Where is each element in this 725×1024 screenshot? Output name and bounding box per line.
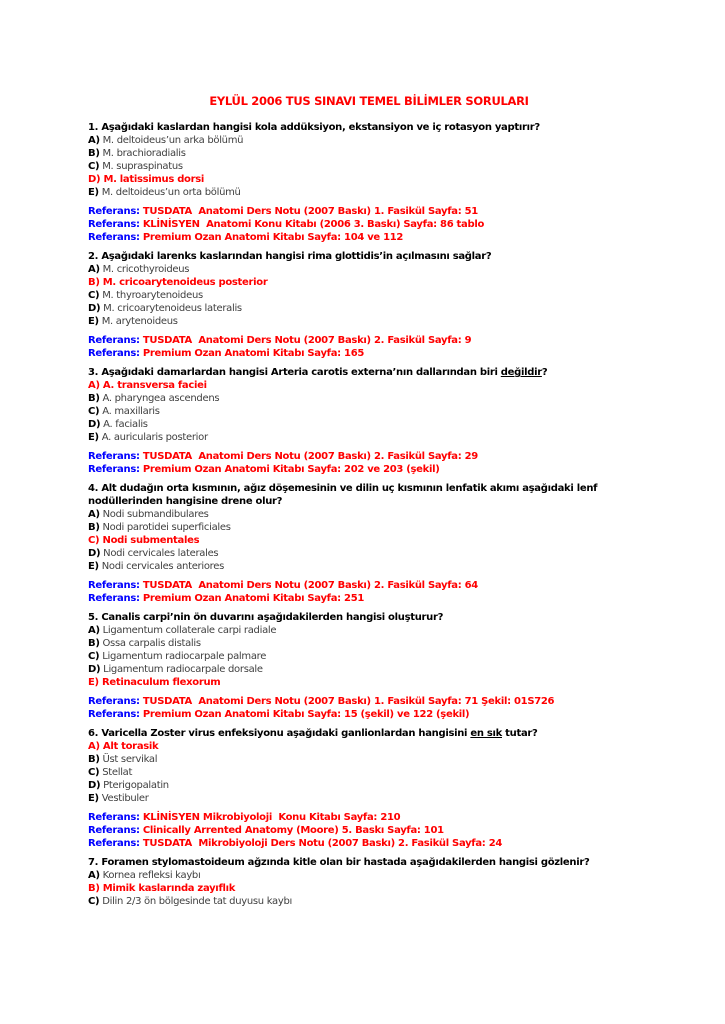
question-block [88,727,650,850]
answer-option [88,418,650,431]
option-letter: A) [88,509,100,520]
option-text: M. cricothyroideus [102,264,190,275]
referans-text: KLİNİSYEN Mikrobiyoloji Konu Kitabı Sayfa: 210 [142,812,401,823]
option-text: M. cricoarytenoideus posterior [102,277,268,288]
option-text: Stellat [102,767,133,778]
option-letter: C) [88,896,100,907]
option-letter: C) [88,535,100,546]
referans-list [88,450,650,476]
answer-option [88,186,650,199]
option-letter: A) [88,135,100,146]
option-letter: C) [88,161,100,172]
question-block [88,366,650,476]
referans-text: TUSDATA Anatomi Ders Notu (2007 Baskı) 2. Fasikül Sayfa: 9 [142,335,472,346]
question-block [88,482,650,605]
option-text: A. pharyngea ascendens [102,393,220,404]
referans-line [88,837,650,850]
option-letter: A) [88,870,100,881]
option-text: M. cricoarytenoideus lateralis [103,303,242,314]
answer-option-correct [88,676,650,689]
referans-label: Referans: [88,219,140,230]
options-list [88,263,650,328]
referans-text: Premium Ozan Anatomi Kitabı Sayfa: 165 [142,348,365,359]
option-text: M. deltoideus’un arka bölümü [102,135,244,146]
referans-label: Referans: [88,232,140,243]
option-text: M. latissimus dorsi [103,174,205,185]
options-list [88,508,650,573]
referans-line [88,205,650,218]
referans-line [88,218,650,231]
page-title: EYLÜL 2006 TUS SINAVI TEMEL BİLİMLER SORULARI [209,94,529,108]
answer-option [88,650,650,663]
option-letter: E) [88,793,99,804]
option-letter: B) [88,754,100,765]
option-text: Vestibuler [101,793,149,804]
option-letter: D) [88,780,101,791]
option-letter: A) [88,625,100,636]
questions-list [88,121,650,908]
option-text: Nodi parotidei superficiales [102,522,231,533]
option-letter: D) [88,419,101,430]
option-text: Üst servikal [102,754,158,765]
referans-text: Premium Ozan Anatomi Kitabı Sayfa: 251 [142,593,365,604]
answer-option [88,315,650,328]
option-text: Nodi cervicales anteriores [101,561,225,572]
referans-label: Referans: [88,335,140,346]
referans-label: Referans: [88,580,140,591]
referans-text: TUSDATA Anatomi Ders Notu (2007 Baskı) 1. Fasikül Sayfa: 51 [142,206,478,217]
referans-line [88,824,650,837]
referans-line [88,695,650,708]
question-block [88,121,650,244]
question-block [88,611,650,721]
answer-option [88,289,650,302]
answer-option [88,663,650,676]
referans-line [88,708,650,721]
question-text: 3. Aşağıdaki damarlardan hangisi Arteria carotis externa’nın dallarından biri değildir? [88,367,548,378]
option-text: Nodi submandibulares [102,509,209,520]
option-text: Alt torasik [102,741,159,752]
referans-label: Referans: [88,464,140,475]
question-text: 5. Canalis carpi’nin ön duvarını aşağıdakilerden hangisi oluşturur? [88,612,444,623]
answer-option [88,792,650,805]
answer-option [88,766,650,779]
option-text: M. arytenoideus [101,316,178,327]
referans-label: Referans: [88,825,140,836]
referans-text: TUSDATA Mikrobiyoloji Ders Notu (2007 Baskı) 2. Fasikül Sayfa: 24 [142,838,503,849]
referans-label: Referans: [88,451,140,462]
answer-option [88,869,650,882]
option-letter: B) [88,522,100,533]
option-letter: C) [88,290,100,301]
option-text: Kornea refleksi kaybı [102,870,201,881]
referans-label: Referans: [88,709,140,720]
option-text: A. auricularis posterior [101,432,208,443]
option-letter: E) [88,316,99,327]
referans-text: TUSDATA Anatomi Ders Notu (2007 Baskı) 2. Fasikül Sayfa: 64 [142,580,478,591]
question-text: 2. Aşağıdaki larenks kaslarından hangisi rima glottidis’in açılmasını sağlar? [88,251,492,262]
referans-label: Referans: [88,593,140,604]
option-text: Mimik kaslarında zayıflık [102,883,236,894]
option-letter: D) [88,664,101,675]
option-letter: B) [88,393,100,404]
option-letter: E) [88,432,99,443]
option-text: Pterigopalatin [103,780,169,791]
options-list [88,869,650,908]
option-letter: E) [88,677,99,688]
underlined-text: değildir [500,367,542,378]
option-text: Ligamentum radiocarpale dorsale [103,664,263,675]
option-letter: C) [88,406,100,417]
option-letter: A) [88,264,100,275]
option-text: Nodi cervicales laterales [103,548,219,559]
answer-option [88,431,650,444]
referans-list [88,205,650,244]
answer-option [88,560,650,573]
options-list [88,740,650,805]
answer-option-correct [88,882,650,895]
referans-line [88,450,650,463]
answer-option-correct [88,173,650,186]
option-letter: C) [88,767,100,778]
question-text: 1. Aşağıdaki kaslardan hangisi kola addüksiyon, ekstansiyon ve iç rotasyon yaptırır? [88,122,540,133]
referans-line [88,579,650,592]
referans-text: Premium Ozan Anatomi Kitabı Sayfa: 202 ve 203 (şekil) [142,464,440,475]
referans-list [88,811,650,850]
answer-option [88,147,650,160]
answer-option [88,895,650,908]
referans-list [88,695,650,721]
answer-option-correct [88,276,650,289]
option-letter: C) [88,651,100,662]
question-block [88,856,650,908]
option-text: Ligamentum radiocarpale palmare [102,651,267,662]
referans-list [88,579,650,605]
option-text: M. deltoideus’un orta bölümü [101,187,241,198]
answer-option-correct [88,740,650,753]
referans-line [88,592,650,605]
options-list [88,134,650,199]
referans-list [88,334,650,360]
referans-line [88,334,650,347]
option-letter: E) [88,187,99,198]
referans-text: Premium Ozan Anatomi Kitabı Sayfa: 15 (şekil) ve 122 (şekil) [142,709,470,720]
option-letter: B) [88,277,100,288]
referans-line [88,463,650,476]
referans-line [88,347,650,360]
referans-text: Premium Ozan Anatomi Kitabı Sayfa: 104 ve 112 [142,232,404,243]
option-text: M. supraspinatus [102,161,183,172]
answer-option-correct [88,534,650,547]
answer-option [88,753,650,766]
referans-label: Referans: [88,206,140,217]
question-block [88,250,650,360]
referans-text: KLİNİSYEN Anatomi Konu Kitabı (2006 3. Baskı) Sayfa: 86 tablo [142,219,485,230]
answer-option [88,405,650,418]
option-letter: B) [88,883,100,894]
answer-option [88,134,650,147]
option-letter: D) [88,174,101,185]
answer-option [88,160,650,173]
option-letter: B) [88,148,100,159]
option-letter: D) [88,548,101,559]
options-list [88,379,650,444]
answer-option [88,302,650,315]
option-letter: E) [88,561,99,572]
answer-option-correct [88,379,650,392]
option-text: Retinaculum flexorum [102,677,221,688]
answer-option [88,521,650,534]
referans-line [88,811,650,824]
option-text: A. transversa faciei [102,380,207,391]
referans-label: Referans: [88,696,140,707]
option-text: A. maxillaris [102,406,160,417]
option-letter: A) [88,380,100,391]
referans-text: Clinically Arrented Anatomy (Moore) 5. Baskı Sayfa: 101 [142,825,444,836]
options-list [88,624,650,689]
referans-label: Referans: [88,838,140,849]
referans-line [88,231,650,244]
answer-option [88,779,650,792]
answer-option [88,547,650,560]
option-text: A. facialis [103,419,148,430]
question-text: 4. Alt dudağın orta kısmının, ağız döşemesinin ve dilin uç kısmının lenfatik akımı aşağıdaki lenf nodüllerinden hangisine drene olur? [88,483,601,507]
option-text: Ligamentum collaterale carpi radiale [102,625,277,636]
answer-option [88,637,650,650]
referans-label: Referans: [88,348,140,359]
option-letter: B) [88,638,100,649]
option-text: M. brachioradialis [102,148,186,159]
referans-text: TUSDATA Anatomi Ders Notu (2007 Baskı) 2. Fasikül Sayfa: 29 [142,451,478,462]
question-text: 6. Varicella Zoster virus enfeksiyonu aşağıdaki ganlionlardan hangisini en sık tutar? [88,728,538,739]
option-text: Nodi submentales [102,535,200,546]
answer-option [88,392,650,405]
option-text: Ossa carpalis distalis [102,638,201,649]
referans-text: TUSDATA Anatomi Ders Notu (2007 Baskı) 1. Fasikül Sayfa: 71 Şekil: 01S726 [142,696,555,707]
answer-option [88,508,650,521]
option-text: M. thyroarytenoideus [102,290,203,301]
answer-option [88,263,650,276]
question-text: 7. Foramen stylomastoideum ağzında kitle olan bir hastada aşağıdakilerden hangisi gözlenir? [88,857,590,868]
option-letter: A) [88,741,100,752]
underlined-text: en sık [470,728,502,739]
document-content [88,95,650,914]
referans-label: Referans: [88,812,140,823]
option-letter: D) [88,303,101,314]
option-text: Dilin 2/3 ön bölgesinde tat duyusu kaybı [102,896,293,907]
answer-option [88,624,650,637]
